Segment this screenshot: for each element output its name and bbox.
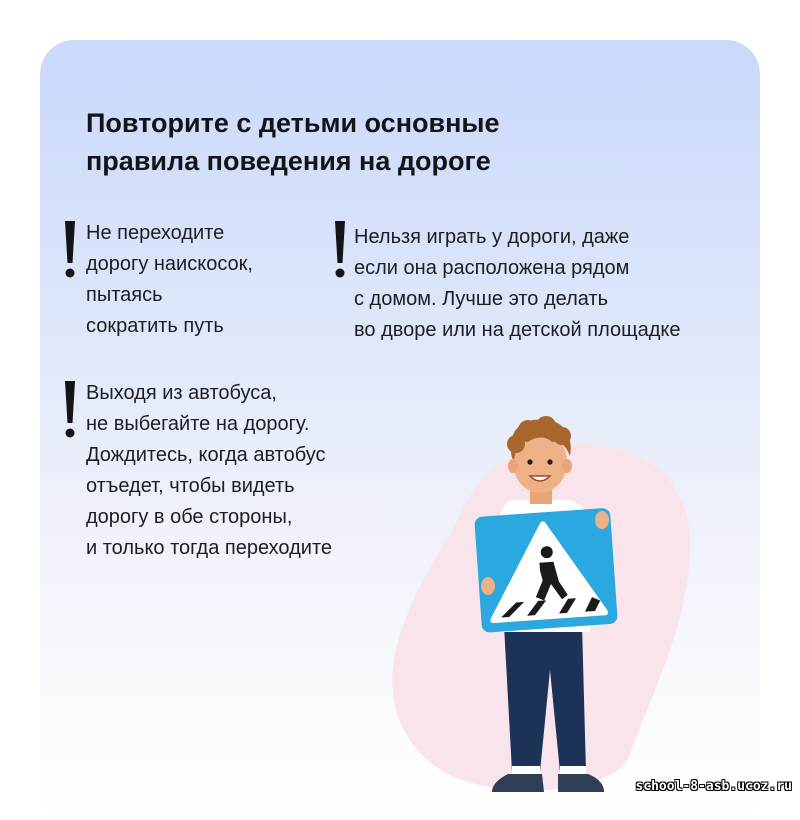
rule-line: во дворе или на детской площадке [354,319,681,341]
rule-line: Дождитесь, когда автобус [86,444,326,466]
title-line-2: правила поведения на дороге [86,146,491,176]
exclamation-icon [333,221,347,279]
rule-line: не выбегайте на дорогу. [86,413,310,435]
page-title [86,104,499,180]
rule-line: и только тогда переходите [86,537,333,559]
rule-line: с домом. Лучше это делать [354,288,609,310]
rule-line: сократить путь [86,315,224,337]
rule-line: Нельзя играть у дороги, даже [354,226,630,248]
rule-line: если она расположена рядом [354,257,630,279]
rule-line: дорогу наискосок, [86,253,253,275]
rule-line: пытаясь [86,284,163,306]
rule-line: дорогу в обе стороны, [86,506,293,528]
exclamation-icon [63,381,77,439]
rule-text [86,218,253,342]
title-line-1: Повторите с детьми основные [86,108,500,138]
site-watermark: school-8-asb.ucoz.ru [635,779,792,794]
rule-line: Выходя из автобуса, [86,382,277,404]
rule-line: Не переходите [86,222,225,244]
rule-text [86,378,332,564]
rule-text [354,222,680,346]
rule-line: отъедет, чтобы видеть [86,475,295,497]
exclamation-icon [63,221,77,279]
boy-with-crossing-sign-illustration [470,400,630,800]
